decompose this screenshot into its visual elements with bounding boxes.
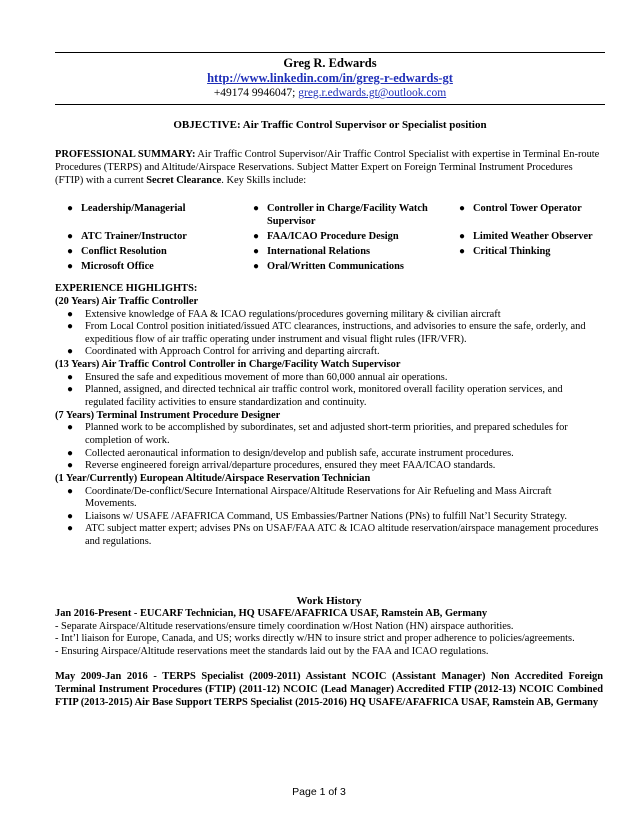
job-line: - Separate Airspace/Altitude reservations/ensure timely coordination w/Host Nation (HN) airspace authorities. xyxy=(55,620,514,632)
email-link[interactable]: greg.r.edwards.gt@outlook.com xyxy=(298,87,447,99)
candidate-name: Greg R. Edwards xyxy=(283,56,377,70)
list-item: ● ATC subject matter expert; advises PNs on USAF/FAA ATC & ICAO altitude reservation/airspace management procedures and regulations. xyxy=(66,523,599,547)
skill-item: ● Oral/Written Communications xyxy=(252,261,404,272)
clearance: Secret Clearance xyxy=(146,174,222,186)
skill-item: ● Controller in Charge/Facility Watch Supervisor xyxy=(252,203,428,227)
skill-item: ● Critical Thinking xyxy=(458,246,551,257)
skill-item: ● FAA/ICAO Procedure Design xyxy=(252,231,399,242)
skill-item: ● Leadership/Managerial xyxy=(66,203,186,214)
list-item: ● Extensive knowledge of FAA & ICAO regulations/procedures governing military & civilian aircraft xyxy=(66,308,501,320)
job-line: - Int’l liaison for Europe, Canada, and US; works directly w/HN to insure strict and proper adherence to policies/agreements. xyxy=(55,633,575,645)
list-item: ● Ensured the safe and expeditious movement of more than 60,000 annual air operations. xyxy=(66,371,448,383)
list-item: ● Reverse engineered foreign arrival/departure procedures, ensured they meet FAA/ICAO standards. xyxy=(66,460,496,472)
skill-item: ● Conflict Resolution xyxy=(66,246,167,257)
bottom-rule xyxy=(55,104,605,105)
professional-summary xyxy=(55,149,603,187)
work-history-heading: Work History xyxy=(296,595,362,607)
experience-section xyxy=(55,283,603,548)
top-rule xyxy=(55,52,605,53)
skill-item: ● Limited Weather Observer xyxy=(458,231,593,242)
role-bullets xyxy=(55,486,603,549)
summary-text: Air Traffic Control Supervisor/Air Traffic Control Specialist with expertise in Terminal En-route Procedures (TERPS) and Altitude/Airspace Reservations. Subject Matter Expert on Foreign Terminal Instrument Procedures (FTIP) with a current xyxy=(55,149,600,186)
page-footer: Page 1 of 3 xyxy=(292,786,346,798)
list-item: ● From Local Control position initiated/issued ATC clearances, instructions, and advisories to ensure the safe, orderly, and expeditious flow of air traffic operating under instrument and visual flight rules (IFR/VFR). xyxy=(66,321,586,345)
role-title: (20 Years) Air Traffic Controller xyxy=(55,295,199,307)
role-title: (1 Year/Currently) European Altitude/Airspace Reservation Technician xyxy=(55,472,371,484)
skill-item: ● International Relations xyxy=(252,246,371,257)
role-title: (7 Years) Terminal Instrument Procedure Designer xyxy=(55,409,281,421)
list-item: ● Planned, assigned, and directed technical air traffic control work, monitored overall facility operation services, and regulated facility activities to ensure standardization and continuity. xyxy=(66,384,563,408)
job-title: May 2009-Jan 2016 - TERPS Specialist (2009-2011) Assistant NCOIC (Assistant Manager) Non Accredited Foreign Terminal Instrument Procedures (FTIP) (2011-12) NCOIC (Lead Manager) Accredited FTIP (2012-13) NCOIC Combined FTIP (2013-2015) Air Base Support TERPS Specialist (2015-2016) HQ USAFE/AFAFRICA USAF, Ramstein AB, Germany xyxy=(55,670,603,708)
skill-item: ● Control Tower Operator xyxy=(458,203,582,214)
contact-header xyxy=(55,56,605,101)
skill-item: ● ATC Trainer/Instructor xyxy=(66,231,187,242)
summary-label: PROFESSIONAL SUMMARY: xyxy=(55,149,196,160)
experience-heading: EXPERIENCE HIGHLIGHTS: xyxy=(55,283,198,294)
list-item: ● Collected aeronautical information to design/develop and publish safe, accurate instrument procedures. xyxy=(66,447,514,459)
list-item: ● Planned work to be accomplished by subordinates, set and adjusted short-term priorities, and prepared schedules for completion of work. xyxy=(66,422,568,446)
job-line: - Ensuring Airspace/Altitude reservations meet the standards laid out by the FAA and ICAO regulations. xyxy=(55,646,489,658)
linkedin-link[interactable]: http://www.linkedin.com/in/greg-r-edwards-gt xyxy=(207,71,453,85)
list-item: ● Coordinated with Approach Control for arriving and departing aircraft. xyxy=(66,346,380,358)
work-history xyxy=(55,595,603,709)
role-title: (13 Years) Air Traffic Control Controller in Charge/Facility Watch Supervisor xyxy=(55,358,401,370)
role-bullets xyxy=(55,422,603,472)
summary-tail: . Key Skills include: xyxy=(221,174,307,186)
skill-item: ● Microsoft Office xyxy=(66,261,154,272)
key-skills xyxy=(59,202,611,273)
list-item: ● Coordinate/De-conflict/Secure International Airspace/Altitude Reservations for Air Refueling and Mass Aircraft Movements. xyxy=(66,485,552,510)
objective: OBJECTIVE: Air Traffic Control Supervisor or Specialist position xyxy=(173,119,487,131)
phone-number: +49174 9946047; xyxy=(213,87,296,99)
role-bullets xyxy=(55,309,603,359)
role-bullets xyxy=(55,372,603,410)
list-item: ● Liaisons w/ USAFE /AFAFRICA Command, US Embassies/Partner Nations (PNs) to fulfill Nat’l Security Strategy. xyxy=(66,510,567,522)
job-title: Jan 2016-Present - EUCARF Technician, HQ USAFE/AFAFRICA USAF, Ramstein AB, Germany xyxy=(55,607,488,619)
